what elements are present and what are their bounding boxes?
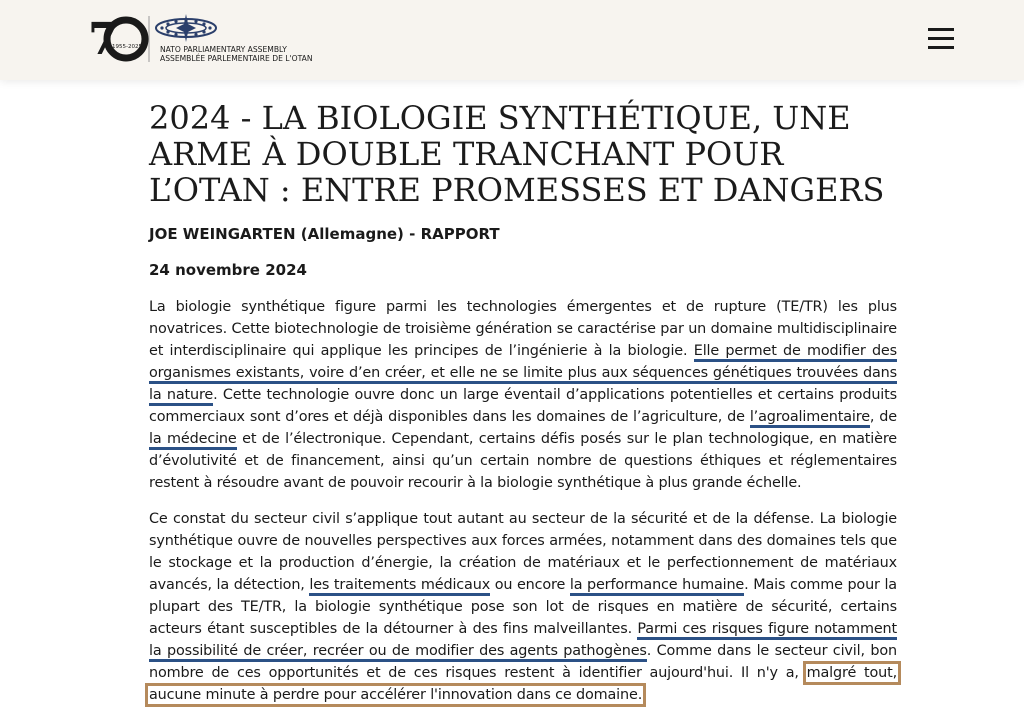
svg-text:7: 7	[88, 14, 119, 65]
paragraph-1: La biologie synthétique figure parmi les technologies émergentes et de rupture (TE/TR) les plus novatrices. Cette biotechnologie de troisième génération se caractérise par un domaine multidisciplinaire et interdisciplinaire qui applique les principes de l’ingénierie à la biologie. Elle permet de modifier des organismes existants, voire d’en créer, et elle ne se limite plus aux séquences génétiques trouvées dans la nature. Cette technologie ouvre donc un large éventail d’applications potentielles et certains produits commerciaux sont d’ores et déjà disponibles dans les domaines de l’agriculture, de l’agroalimentaire, de la médecine et de l’électronique. Cependant, certains défis posés sur le plan technologique, en matière d’évolutivité et de financement, ainsi qu’un certain nombre de questions éthiques et réglementaires restent à résoudre avant de pouvoir recourir à la biologie synthétique à plus grande échelle.	[149, 299, 897, 491]
hamburger-icon	[928, 28, 954, 31]
article	[149, 100, 897, 721]
org-name-fr: ASSEMBLÉE PARLEMENTAIRE DE L'OTAN	[160, 54, 313, 63]
highlight-underline: Elle permet de modifier des organismes existants, voire d’en créer, et elle ne se limite plus aux séquences génétiques trouvées dans la nature	[149, 343, 897, 406]
article-author: JOE WEINGARTEN (Allemagne) - RAPPORT	[149, 225, 500, 243]
highlight-underline: les traitements médicaux	[309, 577, 490, 596]
article-date: 24 novembre 2024	[149, 261, 307, 279]
anniversary-years: 1955-2025	[112, 44, 142, 50]
paragraph-2: Ce constat du secteur civil s’applique tout autant au secteur de la sécurité et de la défense. La biologie synthétique ouvre de nouvelles perspectives aux forces armées, notamment dans des domaines tels que le stockage et la production d’énergie, la création de matériaux et le perfectionnement de matériaux avancés, la détection, les traitements médicaux ou encore la performance humaine. Mais comme pour la plupart des TE/TR, la biologie synthétique pose son lot de risques en matière de sécurité, certains acteurs étant susceptibles de la détourner à des fins malveillantes. Parmi ces risques figure notamment la possibilité de créer, recréer ou de modifier des agents pathogènes. Comme dans le secteur civil, bon nombre de ces opportunités et de ces risques restent à identifier aujourd'hui. Il n'y a, malgré tout, aucune minute à perdre pour accélérer l'innovation dans ce domaine.	[149, 511, 897, 704]
site-header	[0, 0, 1024, 80]
highlight-box: malgré tout, aucune minute à perdre pour accélérer l'innovation dans ce domaine.	[149, 665, 897, 704]
highlight-underline: Parmi ces risques figure notamment la possibilité de créer, recréer ou de modifier des agents pathogènes	[149, 621, 897, 662]
menu-button[interactable]	[928, 28, 954, 50]
highlight-underline: la performance humaine	[570, 577, 744, 596]
org-name-en: NATO PARLIAMENTARY ASSEMBLY	[160, 45, 287, 54]
highlight-underline: l’agroalimentaire	[750, 409, 870, 428]
assembly-emblem-icon	[156, 14, 216, 42]
highlight-underline: la médecine	[149, 431, 237, 450]
nato-pa-logo[interactable]	[88, 10, 358, 68]
page-title: 2024 - LA BIOLOGIE SYNTHÉTIQUE, UNE ARME À DOUBLE TRANCHANT POUR L’OTAN : ENTRE PROMESSES ET DANGERS	[149, 99, 885, 209]
